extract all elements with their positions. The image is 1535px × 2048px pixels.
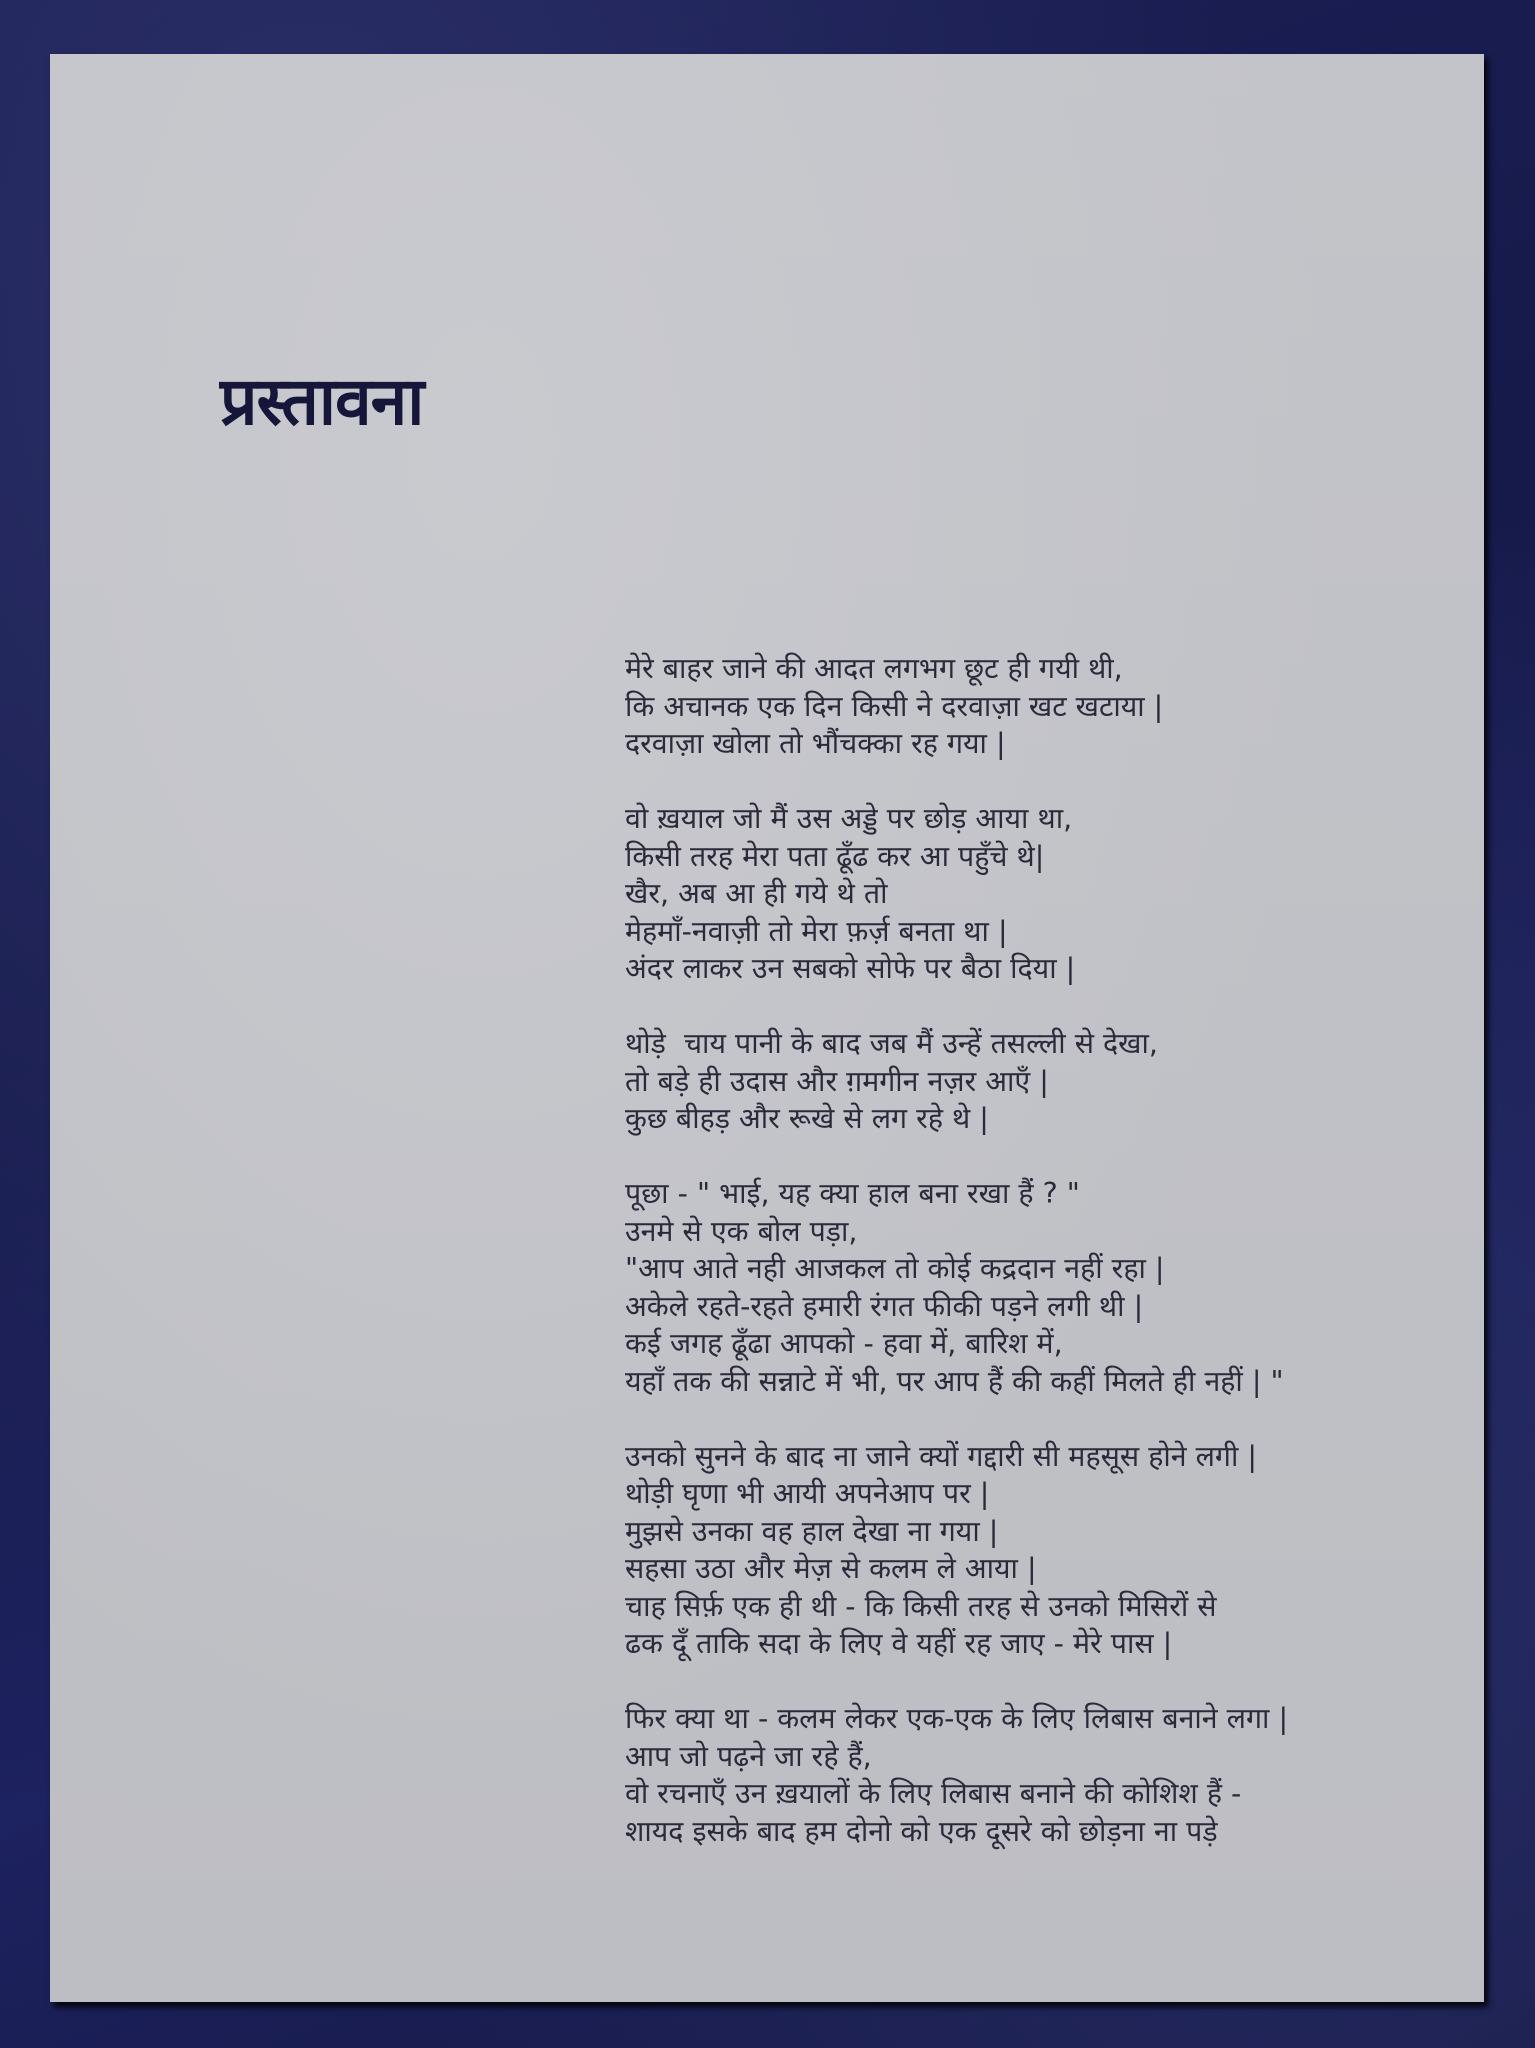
poem-stanza [625, 650, 1485, 763]
poem-line: शायद इसके बाद हम दोनो को एक दूसरे को छोड़ना ना पड़े [625, 1814, 1218, 1848]
poem-line: "आप आते नही आजकल तो कोई कद्रदान नहीं रहा | [625, 1252, 1165, 1285]
poem-line: फिर क्या था - कलम लेकर एक-एक के लिए लिबास बनाने लगा | [625, 1702, 1289, 1735]
poem-line: दरवाज़ा खोला तो भौंचक्का रह गया | [625, 727, 1006, 760]
poem-line: मुझसे उनका वह हाल देखा ना गया | [625, 1514, 999, 1548]
poem-line: पूछा - " भाई, यह क्या हाल बना रखा हैं ? " [625, 1177, 1080, 1210]
poem-body [625, 650, 1485, 1888]
poem-line: उनमे से एक बोल पड़ा, [625, 1214, 858, 1248]
poem-line: मेरे बाहर जाने की आदत लगभग छूट ही गयी थी, [625, 652, 1123, 685]
poem-stanza [625, 800, 1485, 988]
poem-line: कुछ बीहड़ और रूखे से लग रहे थे | [625, 1102, 989, 1135]
poem-line: मेहमाँ-नवाज़ी तो मेरा फ़र्ज़ बनता था | [625, 914, 1008, 948]
poem-line: वो रचनाएँ उन ख़यालों के लिए लिबास बनाने की कोशिश हैं - [625, 1777, 1242, 1810]
poem-line: थोड़ी घृणा भी आयी अपनेआप पर | [625, 1477, 990, 1510]
poem-line: खैर, अब आ ही गये थे तो [625, 877, 888, 910]
poem-stanza [625, 1025, 1485, 1138]
poem-line: वो ख़याल जो मैं उस अड्डे पर छोड़ आया था, [625, 802, 1073, 835]
document-page [50, 54, 1484, 2002]
poem-line: अकेले रहते-रहते हमारी रंगत फीकी पड़ने लगी थी | [625, 1289, 1144, 1323]
poem-stanza [625, 1438, 1485, 1663]
poem-line: उनको सुनने के बाद ना जाने क्यों गद्दारी सी महसूस होने लगी | [625, 1439, 1257, 1473]
poem-line: चाह सिर्फ़ एक ही थी - कि किसी तरह से उनको मिसिरों से [625, 1589, 1217, 1623]
poem-stanza [625, 1700, 1485, 1850]
poem-line: अंदर लाकर उन सबको सोफे पर बैठा दिया | [625, 952, 1076, 985]
poem-line: आप जो पढ़ने जा रहे हैं, [625, 1739, 872, 1773]
poem-stanza [625, 1175, 1485, 1400]
poem-line: ढक दूँ ताकि सदा के लिए वे यहीं रह जाए - मेरे पास | [625, 1627, 1173, 1660]
poem-line: कि अचानक एक दिन किसी ने दरवाज़ा खट खटाया | [625, 689, 1164, 723]
poem-line: थोड़े चाय पानी के बाद जब मैं उन्हें तसल्ली से देखा, [625, 1027, 1158, 1060]
page-title: प्रस्तावना [220, 363, 424, 440]
poem-line: यहाँ तक की सन्नाटे में भी, पर आप हैं की कहीं मिलते ही नहीं | " [625, 1364, 1284, 1398]
poem-line: सहसा उठा और मेज़ से कलम ले आया | [625, 1552, 1037, 1585]
poem-line: किसी तरह मेरा पता ढूँढ कर आ पहुँचे थे| [625, 839, 1045, 873]
poem-line: तो बड़े ही उदास और ग़मगीन नज़र आएँ | [625, 1064, 1049, 1098]
poem-line: कई जगह ढूँढा आपको - हवा में, बारिश में, [625, 1327, 1063, 1360]
